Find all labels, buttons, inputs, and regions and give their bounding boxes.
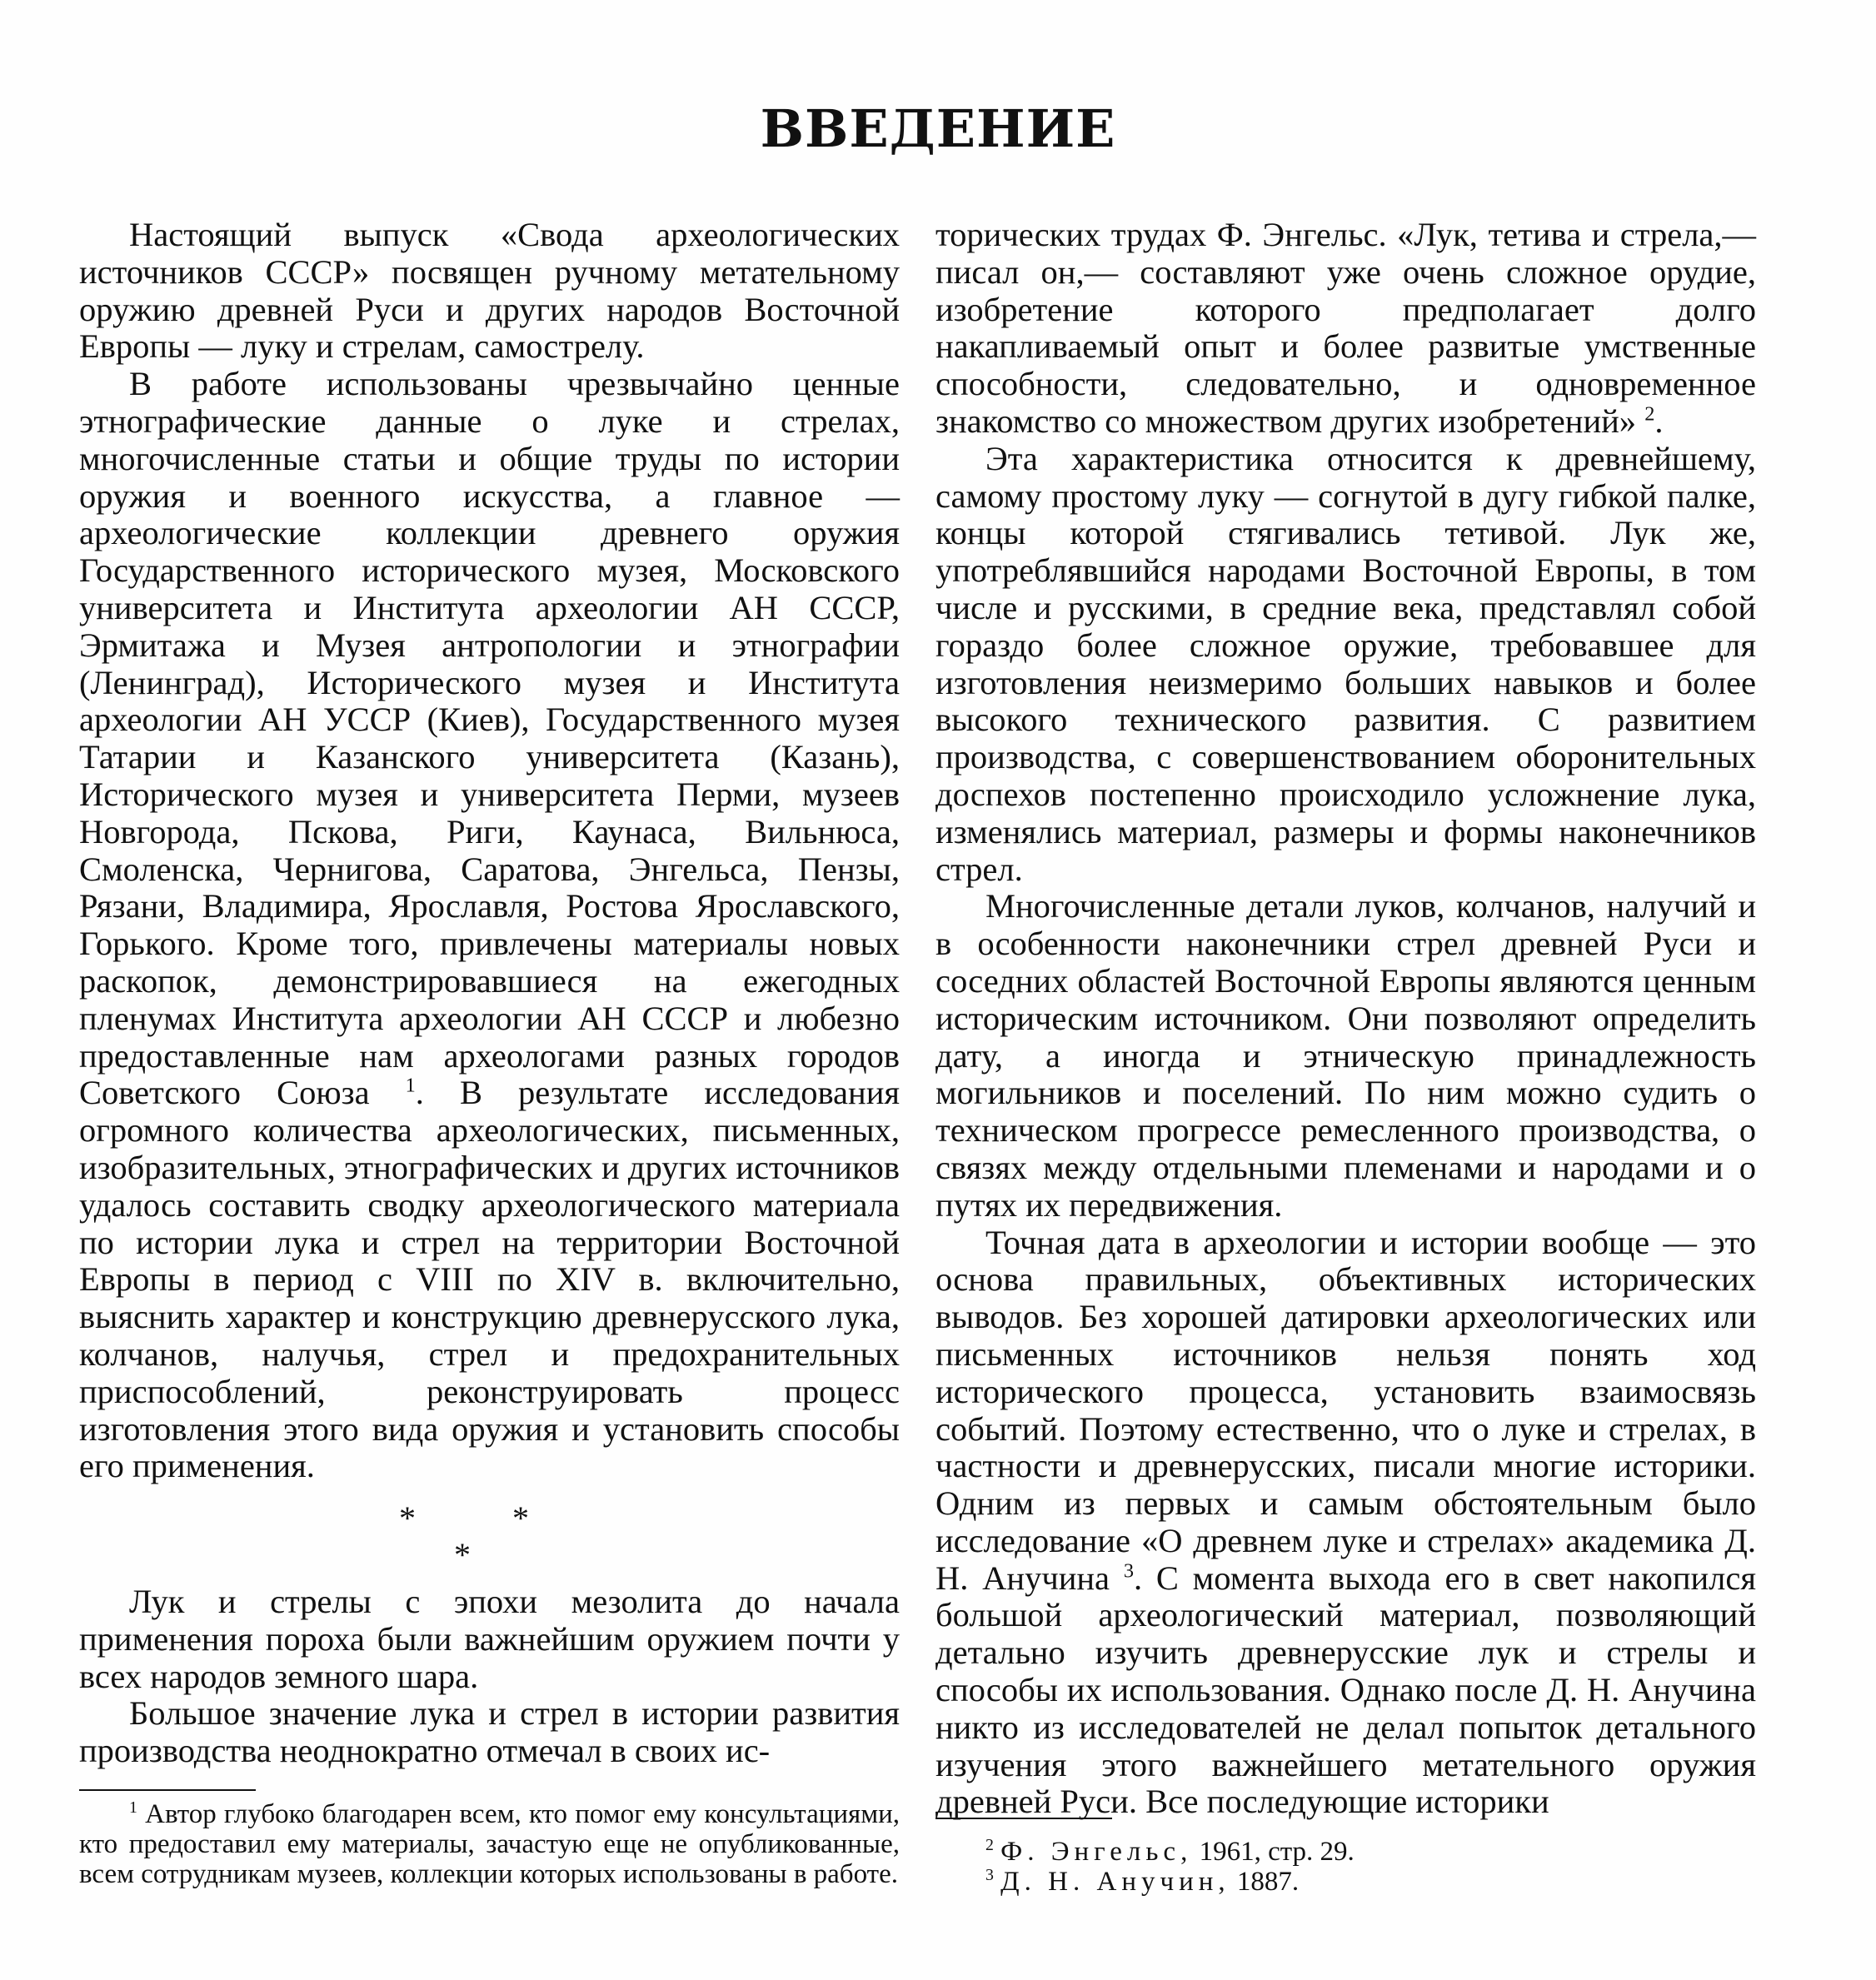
footnotes-left xyxy=(79,1799,900,1889)
paragraph-text: . С момента выхода его в свет накопился большой археологический материал, позволяющий детально изучить древнерусские лук и стрелы и способы их использования. Однако после Д. Н. Анучина никто из исследователей не делал попыток детального изучения этого важнейшего метательного оружия древней Руси. Все последующие историки xyxy=(936,1559,1756,1821)
footnote-divider xyxy=(79,1789,256,1791)
paragraph xyxy=(936,217,1756,441)
section-divider-asterism xyxy=(79,1485,900,1584)
paragraph: Эта характеристика относится к древнейшему, самому простому луку — согнутой в дугу гибкой палке, концы которой стягивались тетивой. Лук же, употреблявшийся народами Восточной Европы, в том числе и русскими, в средние века, представлял собой гораздо более сложное оружие, требовавшее для изготовления неизмеримо больших навыков и более высокого технического развития. С развитием производства, с совершенствованием оборонительных доспехов постепенно происходило усложнение лука, изменялись материал, размеры и формы наконечников стрел. xyxy=(936,439,1756,888)
paragraph: Многочисленные детали луков, колчанов, налучий и в особенности наконечники стрел древней Руси и соседних областей Восточной Европы являются ценным историческим источником. Они позволяют определить дату, а иногда и этническую принадлежность могильников и поселений. По ним можно судить о техническом прогрессе ремесленного производства, о связях между отдельными племенами и народами и о путях их передвижения. xyxy=(936,887,1756,1224)
page-title: ВВЕДЕНИЕ xyxy=(760,98,1116,159)
paragraph-text: . xyxy=(1654,401,1664,440)
asterisk: * xyxy=(512,1499,529,1538)
asterisk: * xyxy=(399,1499,416,1538)
paragraph-text: Точная дата в археологии и истории вообще — это основа правильных, объективных исторических выводов. Без хорошей датировки археологических или письменных источников нельзя понять ход исторического процесса, установить взаимосвязь событий. Поэтому естественно, что о луке и стрелах, в частности и древнерусских, писали многие историки. Одним из первых и самым обстоятельным было исследование «О древнем луке и стрелах» академика Д. Н. Анучина xyxy=(936,1223,1756,1597)
footnote-marker[interactable]: 3 xyxy=(1123,1559,1134,1583)
footnote-marker[interactable]: 1 xyxy=(405,1074,416,1097)
footnote-author: Ф. Энгельс, xyxy=(1000,1837,1193,1867)
paragraph: Настоящий выпуск «Свода археологических источников СССР» посвящен ручному метательному оружию древней Руси и других народов Восточной Европы — луку и стрелам, самострелу. xyxy=(79,216,900,366)
footnote-text: Автор глубоко благодарен всем, кто помог ему консультациями, кто предоставил ему материалы, зачастую еще не опубликованные, всем сотрудникам музеев, коллекции которых использованы в работе. xyxy=(79,1799,901,1889)
paragraph-text: В работе использованы чрезвычайно ценные этнографические данные о луке и стрелах, многочисленные статьи и общие труды по истории оружия и военного искусства, а главное — археологические коллекции древнего оружия Государственного исторического музея, Московского университета и Института археологии АН СССР, Эрмитажа и Музея антропологии и этнографии (Ленинград), Исторического музея и Института археологии АН УССР (Киев), Государственного музея Татарии и Казанского университета (Казань), Исторического музея и университета Перми, музеев Новгорода, Пскова, Риги, Каунаса, Вильнюса, Смоленска, Чернигова, Саратова, Энгельса, Пензы, Рязани, Владимира, Ярославля, Ростова Ярославского, Горького. Кроме того, привлечены материалы новых раскопок, демонстрировавшиеся на ежегодных пленумах Института археологии АН СССР и любезно предоставленные нам археологами разных городов Советского Союза xyxy=(79,365,900,1112)
footnote xyxy=(79,1799,900,1889)
paragraph-text: торических трудах Ф. Энгельс. «Лук, тетива и стрела,— писал он,— составляют уже очень сложное орудие, изобретение которого предполагает долго накапливаемый опыт и более развитые умственные способности, следовательно, и одновременное знакомство со множеством других изобретений» xyxy=(936,216,1756,440)
asterisk: * xyxy=(454,1536,471,1574)
footnote-author: Д. Н. Анучин, xyxy=(1000,1867,1230,1897)
paragraph xyxy=(936,1224,1756,1822)
paragraph: Большое значение лука и стрел в истории развития производства неоднократно отмечал в своих ис- xyxy=(79,1694,900,1770)
footnotes-right xyxy=(936,1837,1756,1897)
paragraph: Лук и стрелы с эпохи мезолита до начала применения пороха были важнейшим оружием почти у всех народов земного шара. xyxy=(79,1583,900,1695)
footnote-number: 3 xyxy=(985,1866,994,1884)
footnote-text: 1887. xyxy=(1236,1867,1300,1897)
footnote-number: 2 xyxy=(985,1836,994,1854)
footnote-text: 1961, стр. 29. xyxy=(1199,1837,1355,1867)
left-column xyxy=(79,217,900,1770)
footnote xyxy=(936,1867,1756,1897)
footnote-divider xyxy=(936,1818,1112,1819)
right-column xyxy=(936,217,1756,1821)
paragraph xyxy=(79,366,900,1485)
paragraph-text: . В результате исследования огромного количества археологических, письменных, изобразительных, этнографических и других источников удалось составить сводку археологического материала по истории лука и стрел на территории Восточной Европы в период с VIII по XIV в. включительно, выяснить характер и конструкцию древнерусского лука, колчанов, налучья, стрел и предохранительных приспособлений, реконструировать процесс изготовления этого вида оружия и установить способы его применения. xyxy=(79,1074,900,1485)
footnote-number: 1 xyxy=(129,1798,137,1817)
footnote xyxy=(936,1837,1756,1867)
footnote-marker[interactable]: 2 xyxy=(1644,402,1655,426)
